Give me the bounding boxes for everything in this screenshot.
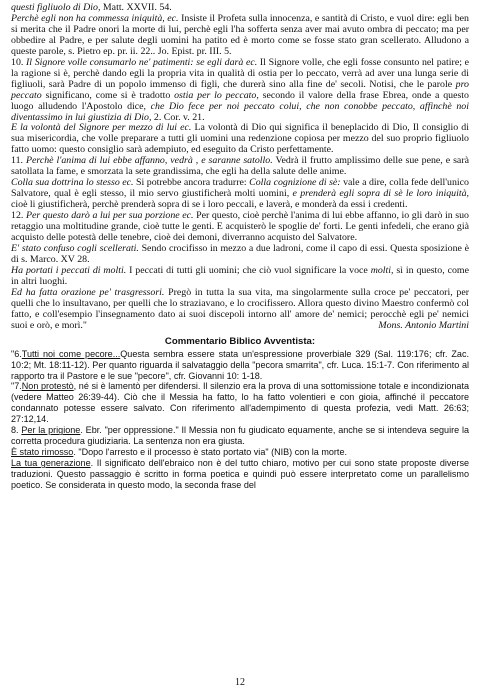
text: Il Signore volle, che egli fosse consunto nel patire; e la ragione si è, perchè dando egli la propria vita in qualità di ostia per lo peccato, verrà ad aver una lunga serie di figliuoli, sarà Padre di un popolo immenso di figli, che durerà sino alla fine de' secoli. Notisi, che le parole	[11, 56, 469, 90]
italic-text: questi figliuolo di Dio,	[11, 2, 101, 13]
text: Si potrebbe ancora tradurre:	[133, 177, 250, 189]
paragraph	[11, 14, 469, 58]
italic-text: pro peccato	[11, 78, 469, 101]
paragraph	[11, 156, 469, 178]
text: "7.	[11, 381, 22, 392]
underlined-term: La tua generazione	[11, 458, 91, 469]
commentary-heading: Commentario Biblico Avventista:	[164, 335, 316, 347]
text: sì in questo, come in altri luoghi.	[11, 264, 469, 287]
italic-text: che Dio fece per noi peccato colui, che non conobbe peccato, affinchè noi diventassimo in lui giustizia di Dio,	[11, 100, 469, 123]
signature: Mons. Antonio Martini	[378, 319, 469, 331]
text: 10.	[11, 56, 27, 68]
italic-text: Perchè l'anima di lui ebbe affanno, vedrà , e saranne satollo.	[25, 155, 273, 167]
paragraph	[11, 266, 469, 288]
text: Per questo, cioè perchè l'anima di lui ebbe affanno, io gli darò in suo retaggio una moltitudine grande, cioè tutte le genti. E acquisterò le spoglie de' forti. Le genti infedeli, che erano già acquisto delle potestà delle tenebre, cioè dei demoni, diverranno acquisto del Salvatore.	[11, 210, 469, 244]
paragraph	[11, 178, 469, 211]
commentary-item	[11, 349, 469, 382]
commentary-item	[11, 381, 469, 425]
underlined-term: Non protestò	[21, 381, 74, 392]
text: Vedrà il frutto amplissimo delle sue pene, e sarà satollata la fame, e smorzata la sete grandissima, che egli ha della salute delle anime.	[11, 155, 469, 178]
underlined-term: Per la prigione	[21, 425, 81, 436]
underlined-term: Tutti noi come pecore...	[21, 348, 121, 359]
italic-text: e prenderà egli sopra di sè le loro iniquità,	[292, 188, 469, 200]
italic-text: ostia per lo peccato,	[174, 89, 259, 101]
text: Insiste il Profeta sulla innocenza, e santità di Cristo, e vuol dire: egli ben si merita che il Padre onori la morte di lui, perchè egli l'ha sofferta senza aver mai avuto ombra di peccato; ma per obbedire al Padre, e per salute degli uomini ha patito ed è morto come se fosse stato gran scellerato. Alludono a queste parole, s. Pietro ep. pr. ii. 22.. Jo. Epist. pr. III. 5.	[11, 12, 469, 57]
text: La volontà di Dio qui significa il beneplacido di Dio, Il consiglio di sua misericordia, che volle preparare a tutti gli uomini una redenzione copiosa per mezzo del suo proprio figliuolo fatto uomo: questo consiglio sarà adempiuto, ed eseguito da Cristo perfettamente.	[11, 122, 469, 156]
text: , né si è lamentò per difendersi. Il silenzio era la prova di una sottomissione totale e incondizionata (vedere Matteo 26:39-44). Ciò che il Messia ha fatto, lo ha fatto volentieri e con gioia, affinché il peccatore condannato potesse essere salvato. Con riferimento all'adempimento di questa profezia, vedi Matt. 26:63; 27:12,14.	[11, 381, 470, 425]
text: 8.	[11, 425, 22, 436]
text: vale a dire, colla fede dell'unico Salvatore, qual è egli stesso, il mio servo giustificherà molti uomini,	[11, 177, 469, 200]
italic-text: Ha portati i peccati di molti.	[11, 264, 127, 276]
italic-text: E la volontà del Signore per mezzo di lui ec.	[11, 122, 192, 134]
text: "6.	[11, 348, 22, 359]
text: cioè li giustificherà, perchè prenderà sopra di se i loro peccali, e laverà, e monderà da essi i credenti.	[11, 199, 408, 211]
paragraph	[11, 58, 469, 124]
text: 12.	[11, 210, 26, 222]
text: 2. Cor. v. 21.	[151, 111, 205, 123]
italic-text: Per questo darò a lui per sua porzione ec.	[25, 210, 194, 222]
commentary-item	[11, 425, 469, 447]
text: I peccati di tutti gli uomini; che ciò vuol significare la voce	[126, 264, 371, 276]
italic-text: E' stato confuso cogli scellerati.	[11, 242, 139, 254]
text: significano, come si è tradotto	[41, 89, 175, 101]
text: 11.	[11, 155, 26, 167]
text: Matt. XXVII. 54.	[100, 2, 172, 13]
martini-commentary	[11, 3, 469, 332]
italic-text: Colla sua dottrina lo stesso ec.	[11, 177, 134, 189]
text: . Ebr. "per oppressione." Il Messia non fu giudicato equamente, anche se si intendeva seguire la corretta procedura giudiziaria. La sentenza non era giusta.	[11, 425, 469, 447]
text: secondo il valore della frase Ebrea, onde a questo luogo alludendo l'Apostolo dice,	[11, 89, 469, 112]
page-number: 12	[235, 677, 245, 688]
text: . Il significato dell'ebraico non è del tutto chiaro, motivo per cui sono state proposte diverse traduzioni. Questo passaggio è scritto in forma poetica e quindi può essere interpretato come un parallelismo poetico. Se considerata in questo modo, la seconda frase del	[11, 458, 469, 491]
italic-text: Colla cognizione di sè:	[249, 177, 341, 189]
italic-text: Ed ha fatta orazione pe' trasgressori.	[11, 286, 165, 298]
text: Pregò in tutta la sua vita, ma singolarmente sulla croce pe' peccatori, per quelli che lo insultavano, per quelli che lo straziavano, e lo crocifissero. Allora questo divino Maestro confermò col fatto, e coll'esempio l'insegnamento dato ai suoi discepoli intorno all' amore de' nemici; perocchè egli pe' nemici suoi e orò, e morì."	[11, 286, 469, 331]
italic-text: molti,	[370, 264, 394, 276]
text: . "Dopo l'arresto e il processo è stato portato via" (NIB) con la morte.	[73, 447, 347, 458]
underlined-term: È stato rimosso	[11, 447, 74, 458]
italic-text: Perchè egli non ha commessa iniquità, ec.	[11, 12, 179, 24]
text: Questa sembra essere stata un'espressione proverbiale 329 (Sal. 119:176; cfr. Zac. 10:2; Mt. 18:11-12). Per quanto riguarda il salvataggio della "pecora smarrita", cfr. Luca. 15:1-7. Con riferimento al rapporto tra il Pastore e le sue "pecore", cfr. Giovanni 10: 1-18.	[11, 348, 469, 381]
paragraph	[11, 288, 469, 332]
paragraph	[11, 211, 469, 244]
paragraph	[11, 123, 469, 156]
text: Sendo crocifisso in mezzo a due ladroni, come il capo di essi. Questa sposizione è di s. Marco. XV 28.	[11, 242, 470, 265]
sda-commentary	[11, 349, 469, 491]
commentary-item	[11, 458, 469, 491]
italic-text: Il Signore volle consumarlo ne' patimenti: se egli darà ec.	[26, 56, 258, 68]
paragraph	[11, 244, 469, 266]
commentary-item	[11, 447, 469, 458]
